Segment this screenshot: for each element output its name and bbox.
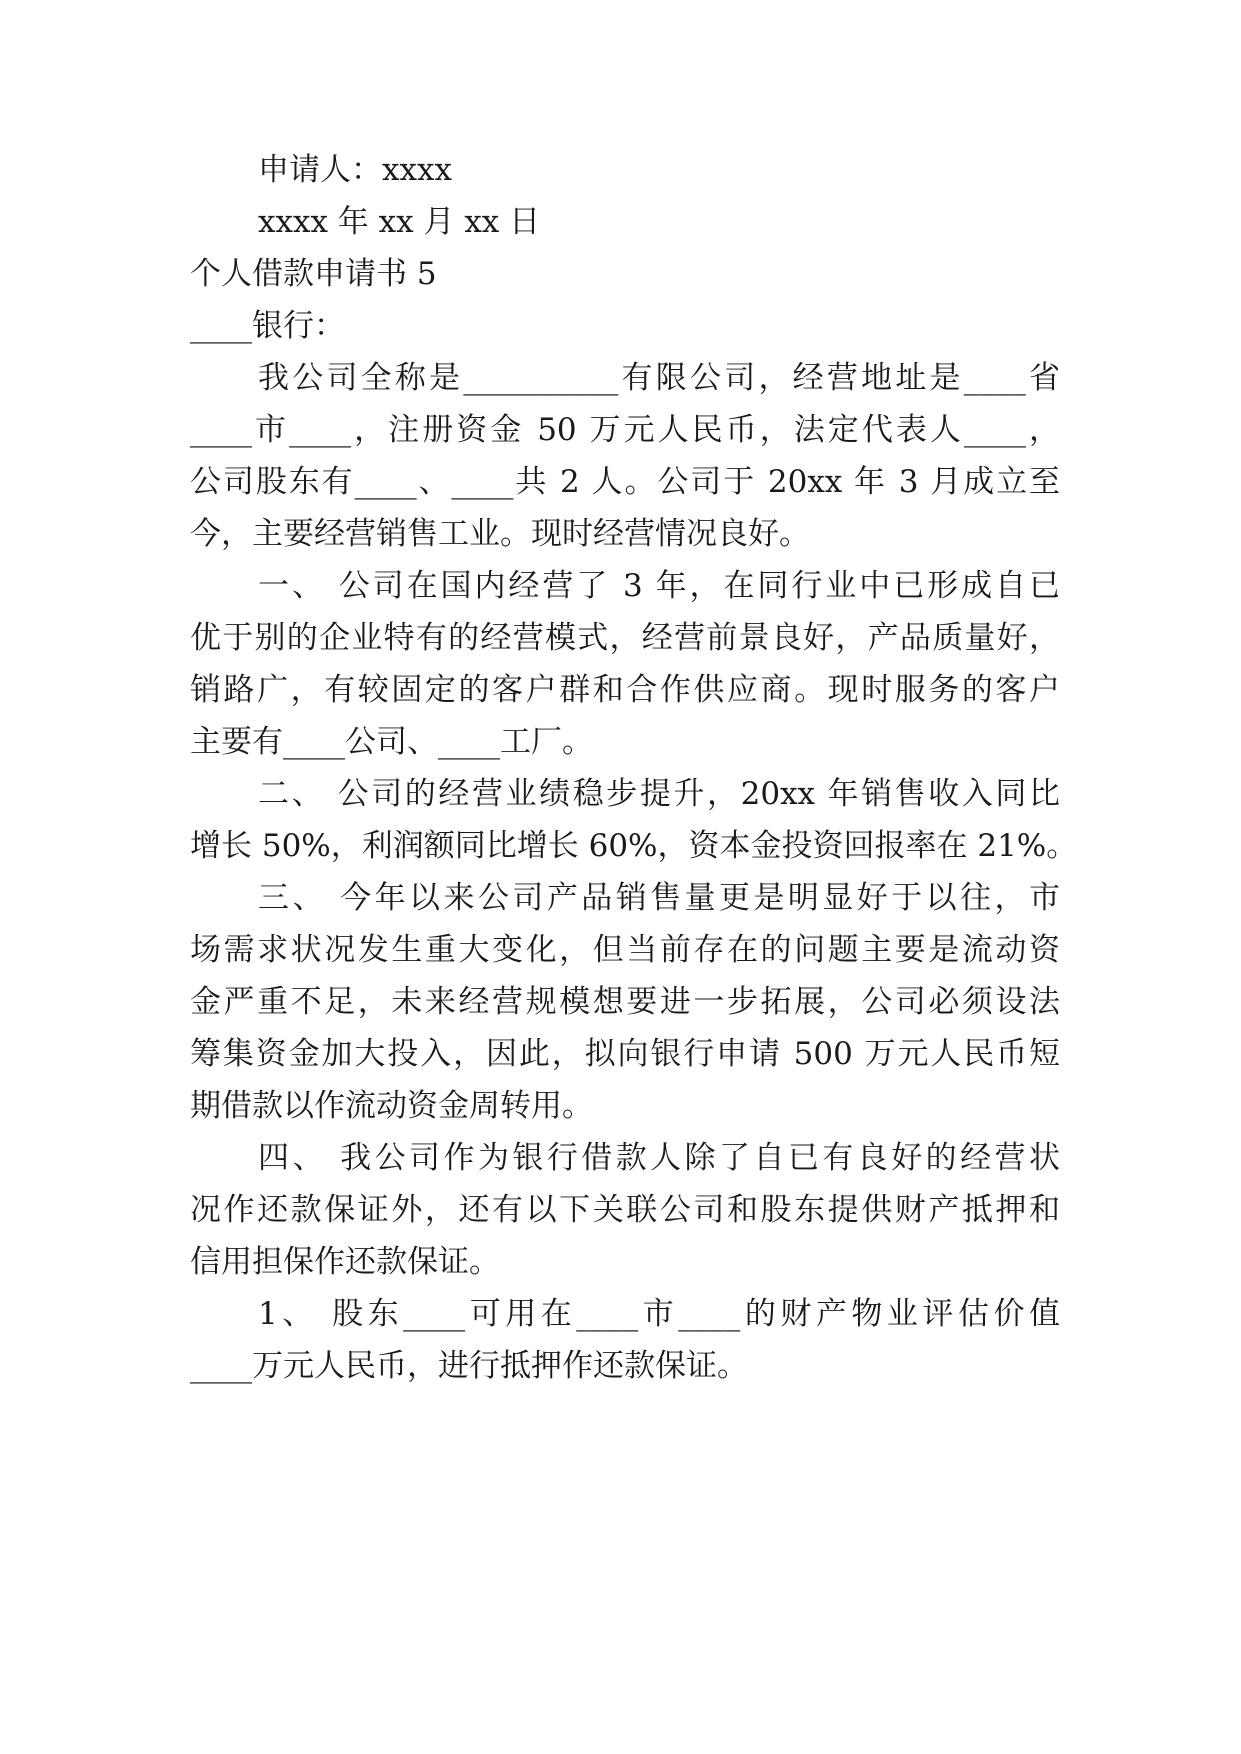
intro-line-4: 今，主要经营销售工业。现时经营情况良好。: [190, 516, 810, 552]
point4-line-2: 况作还款保证外，还有以下关联公司和股东提供财产抵押和: [190, 1192, 1060, 1228]
point1-line-2: 优于别的企业特有的经营模式，经营前景良好，产品质量好，: [190, 620, 1060, 656]
applicant-line: 申请人：xxxx: [258, 152, 452, 188]
sub1-line-1: 1、 股东____可用在____市____的财产物业评估价值: [258, 1296, 1060, 1332]
point3-line-4: 筹集资金加大投入，因此，拟向银行申请 500 万元人民币短: [190, 1036, 1060, 1072]
point4-line-3: 信用担保作还款保证。: [190, 1244, 500, 1280]
point1-line-3: 销路广，有较固定的客户群和合作供应商。现时服务的客户: [190, 672, 1060, 708]
point1-line-1: 一、 公司在国内经营了 3 年，在同行业中已形成自已: [258, 568, 1060, 604]
intro-line-1: 我公司全称是__________有限公司，经营地址是____省: [258, 360, 1060, 396]
point3-line-5: 期借款以作流动资金周转用。: [190, 1088, 593, 1124]
point2-line-1: 二、 公司的经营业绩稳步提升，20xx 年销售收入同比: [258, 776, 1060, 812]
point3-line-2: 场需求状况发生重大变化，但当前存在的问题主要是流动资: [190, 932, 1060, 968]
point4-line-1: 四、 我公司作为银行借款人除了自已有良好的经营状: [258, 1140, 1060, 1176]
sub1-line-2: ____万元人民币，进行抵押作还款保证。: [190, 1348, 748, 1384]
intro-line-3: 公司股东有____、____共 2 人。公司于 20xx 年 3 月成立至: [190, 464, 1060, 500]
date-line: xxxx 年 xx 月 xx 日: [258, 204, 541, 240]
point1-line-4: 主要有____公司、____工厂。: [190, 724, 593, 760]
point3-line-3: 金严重不足，未来经营规模想要进一步拓展，公司必须设法: [190, 984, 1060, 1020]
document-title: 个人借款申请书 5: [190, 256, 437, 292]
point3-line-1: 三、 今年以来公司产品销售量更是明显好于以往，市: [258, 880, 1060, 916]
intro-line-2: ____市____，注册资金 50 万元人民币，法定代表人____，: [190, 412, 1060, 448]
addressee-line: ____银行：: [190, 308, 345, 344]
point2-line-2: 增长 50%，利润额同比增长 60%，资本金投资回报率在 21%。: [190, 828, 1078, 864]
